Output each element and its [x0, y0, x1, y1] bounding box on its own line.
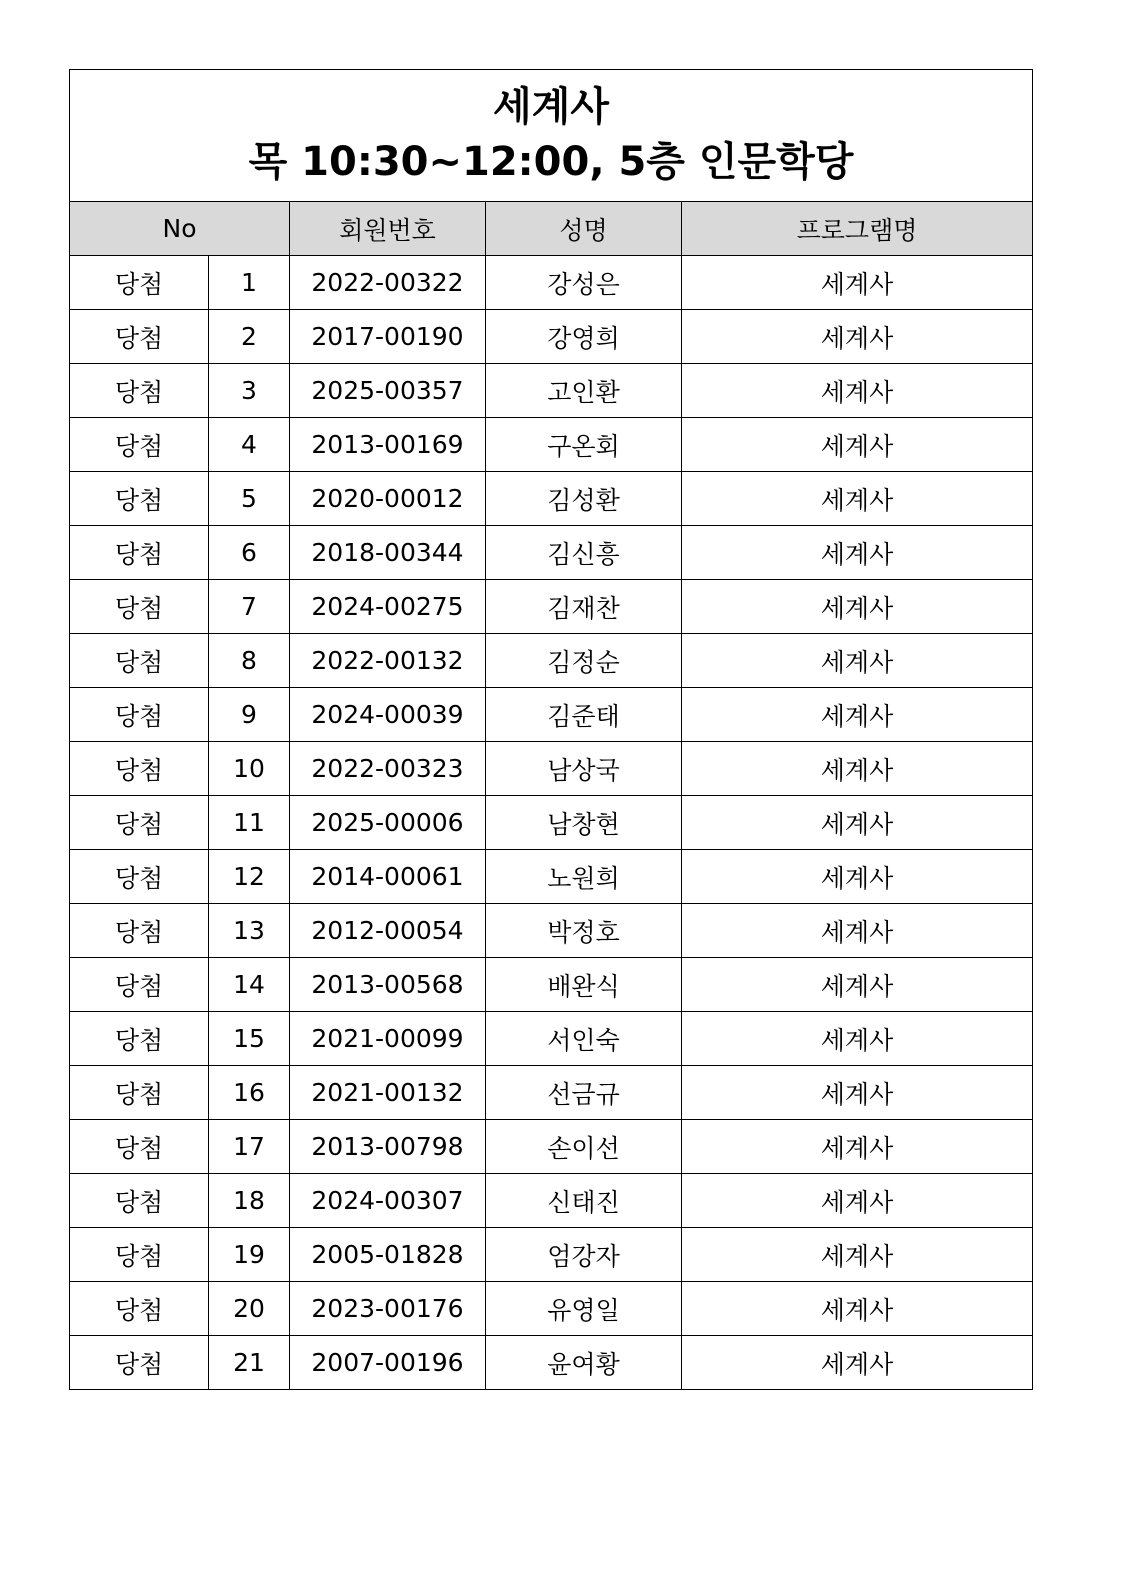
name-cell: 손이선 [486, 1120, 682, 1174]
table-row [70, 526, 1033, 580]
member-id-cell: 2021-00132 [290, 1066, 486, 1120]
name-cell: 신태진 [486, 1174, 682, 1228]
name-cell: 배완식 [486, 958, 682, 1012]
member-id-cell: 2014-00061 [290, 850, 486, 904]
member-id-cell: 2025-00357 [290, 364, 486, 418]
program-cell: 세계사 [682, 256, 1033, 310]
table-row [70, 958, 1033, 1012]
number-cell: 7 [209, 580, 290, 634]
table-row [70, 688, 1033, 742]
member-id-cell: 2020-00012 [290, 472, 486, 526]
number-cell: 8 [209, 634, 290, 688]
program-cell: 세계사 [682, 958, 1033, 1012]
name-cell: 김재찬 [486, 580, 682, 634]
number-cell: 17 [209, 1120, 290, 1174]
table-row [70, 1336, 1033, 1390]
number-cell: 21 [209, 1336, 290, 1390]
member-id-cell: 2007-00196 [290, 1336, 486, 1390]
number-cell: 20 [209, 1282, 290, 1336]
member-id-cell: 2013-00568 [290, 958, 486, 1012]
member-id-cell: 2012-00054 [290, 904, 486, 958]
member-id-cell: 2022-00323 [290, 742, 486, 796]
member-id-cell: 2021-00099 [290, 1012, 486, 1066]
name-cell: 남상국 [486, 742, 682, 796]
member-id-cell: 2024-00275 [290, 580, 486, 634]
status-cell: 당첨 [70, 1228, 209, 1282]
number-cell: 12 [209, 850, 290, 904]
name-cell: 윤여황 [486, 1336, 682, 1390]
table-row [70, 1174, 1033, 1228]
status-cell: 당첨 [70, 1066, 209, 1120]
status-cell: 당첨 [70, 688, 209, 742]
name-cell: 구온회 [486, 418, 682, 472]
program-cell: 세계사 [682, 472, 1033, 526]
program-cell: 세계사 [682, 1336, 1033, 1390]
table-row [70, 796, 1033, 850]
name-cell: 유영일 [486, 1282, 682, 1336]
name-cell: 김성환 [486, 472, 682, 526]
number-cell: 15 [209, 1012, 290, 1066]
status-cell: 당첨 [70, 796, 209, 850]
table-row [70, 364, 1033, 418]
header-row [70, 202, 1033, 256]
name-cell: 김신흥 [486, 526, 682, 580]
name-cell: 박정호 [486, 904, 682, 958]
number-cell: 9 [209, 688, 290, 742]
table-row [70, 310, 1033, 364]
program-cell: 세계사 [682, 1066, 1033, 1120]
name-cell: 고인환 [486, 364, 682, 418]
program-cell: 세계사 [682, 688, 1033, 742]
program-cell: 세계사 [682, 742, 1033, 796]
table-row [70, 472, 1033, 526]
header-name: 성명 [486, 202, 682, 256]
name-cell: 남창현 [486, 796, 682, 850]
program-cell: 세계사 [682, 850, 1033, 904]
status-cell: 당첨 [70, 634, 209, 688]
name-cell: 강영희 [486, 310, 682, 364]
member-id-cell: 2013-00798 [290, 1120, 486, 1174]
member-id-cell: 2013-00169 [290, 418, 486, 472]
name-cell: 서인숙 [486, 1012, 682, 1066]
header-no: No [70, 202, 290, 256]
name-cell: 선금규 [486, 1066, 682, 1120]
table-row [70, 1012, 1033, 1066]
member-id-cell: 2017-00190 [290, 310, 486, 364]
name-cell: 엄강자 [486, 1228, 682, 1282]
program-cell: 세계사 [682, 526, 1033, 580]
program-cell: 세계사 [682, 1282, 1033, 1336]
member-id-cell: 2018-00344 [290, 526, 486, 580]
member-id-cell: 2005-01828 [290, 1228, 486, 1282]
program-cell: 세계사 [682, 1120, 1033, 1174]
program-cell: 세계사 [682, 1174, 1033, 1228]
status-cell: 당첨 [70, 310, 209, 364]
table-row [70, 580, 1033, 634]
status-cell: 당첨 [70, 1120, 209, 1174]
number-cell: 5 [209, 472, 290, 526]
number-cell: 19 [209, 1228, 290, 1282]
status-cell: 당첨 [70, 1282, 209, 1336]
number-cell: 16 [209, 1066, 290, 1120]
schedule-subtitle: 목 10:30~12:00, 5층 인문학당 [248, 138, 854, 185]
number-cell: 13 [209, 904, 290, 958]
table-row [70, 904, 1033, 958]
program-cell: 세계사 [682, 364, 1033, 418]
status-cell: 당첨 [70, 580, 209, 634]
member-id-cell: 2023-00176 [290, 1282, 486, 1336]
name-cell: 강성은 [486, 256, 682, 310]
program-cell: 세계사 [682, 580, 1033, 634]
header-member-id: 회원번호 [290, 202, 486, 256]
status-cell: 당첨 [70, 526, 209, 580]
name-cell: 노원희 [486, 850, 682, 904]
status-cell: 당첨 [70, 1012, 209, 1066]
table-row [70, 418, 1033, 472]
table-row [70, 634, 1033, 688]
member-id-cell: 2024-00307 [290, 1174, 486, 1228]
program-cell: 세계사 [682, 796, 1033, 850]
table-body [70, 256, 1033, 1390]
number-cell: 18 [209, 1174, 290, 1228]
table-row [70, 1120, 1033, 1174]
number-cell: 1 [209, 256, 290, 310]
name-cell: 김준태 [486, 688, 682, 742]
program-cell: 세계사 [682, 634, 1033, 688]
table-row [70, 850, 1033, 904]
member-id-cell: 2024-00039 [290, 688, 486, 742]
program-title: 세계사 [493, 83, 609, 130]
status-cell: 당첨 [70, 418, 209, 472]
number-cell: 6 [209, 526, 290, 580]
table-row [70, 256, 1033, 310]
number-cell: 14 [209, 958, 290, 1012]
program-cell: 세계사 [682, 1228, 1033, 1282]
member-id-cell: 2025-00006 [290, 796, 486, 850]
table-row [70, 1282, 1033, 1336]
status-cell: 당첨 [70, 364, 209, 418]
status-cell: 당첨 [70, 1336, 209, 1390]
table-row [70, 1228, 1033, 1282]
status-cell: 당첨 [70, 958, 209, 1012]
number-cell: 2 [209, 310, 290, 364]
program-cell: 세계사 [682, 904, 1033, 958]
header-program: 프로그램명 [682, 202, 1033, 256]
number-cell: 11 [209, 796, 290, 850]
program-cell: 세계사 [682, 310, 1033, 364]
status-cell: 당첨 [70, 742, 209, 796]
status-cell: 당첨 [70, 1174, 209, 1228]
status-cell: 당첨 [70, 850, 209, 904]
table-row [70, 742, 1033, 796]
member-id-cell: 2022-00132 [290, 634, 486, 688]
number-cell: 3 [209, 364, 290, 418]
table-title [70, 70, 1033, 202]
lottery-results-table [69, 69, 1033, 1390]
number-cell: 4 [209, 418, 290, 472]
program-cell: 세계사 [682, 1012, 1033, 1066]
member-id-cell: 2022-00322 [290, 256, 486, 310]
name-cell: 김정순 [486, 634, 682, 688]
table-row [70, 1066, 1033, 1120]
program-cell: 세계사 [682, 418, 1033, 472]
number-cell: 10 [209, 742, 290, 796]
status-cell: 당첨 [70, 472, 209, 526]
status-cell: 당첨 [70, 904, 209, 958]
status-cell: 당첨 [70, 256, 209, 310]
